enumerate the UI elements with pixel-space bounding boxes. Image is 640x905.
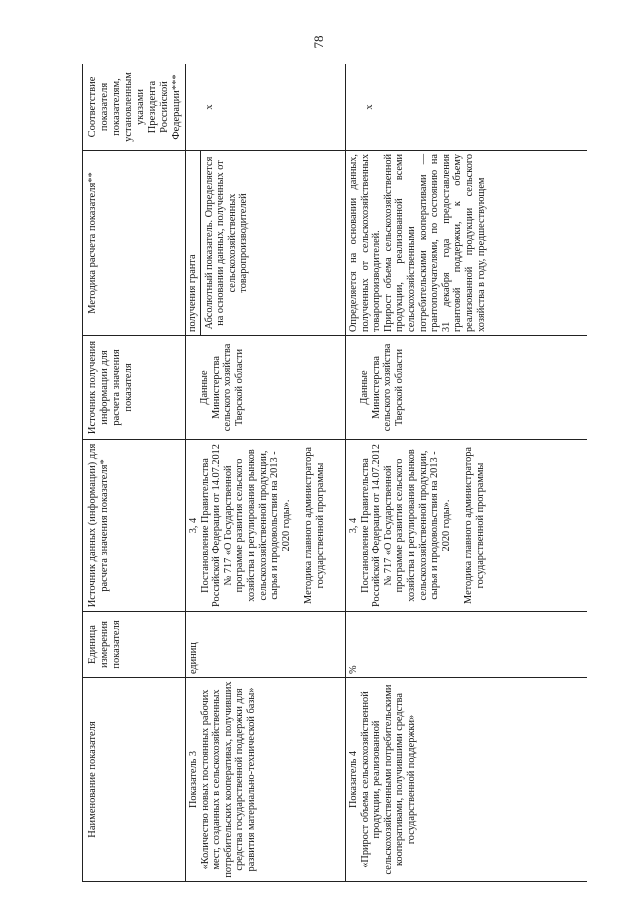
header-info: Источник получения информации для расчета значения показателя	[83, 336, 186, 440]
table-row	[186, 64, 346, 882]
unit-cell: единиц	[186, 612, 346, 678]
header-unit: Единица измерения показателя	[83, 612, 186, 678]
header-name: Наименование показателя	[83, 678, 186, 882]
source-decree: Постановление Правительства Российской Федерации от 14.07.2012 № 717 «О Государственной программе развития сельского хозяйства и регулирования рынков сельскохозяйственной продукции, сырья и продовольствия на 2013 - 2020 годы».	[359, 444, 452, 607]
rotated-table-wrapper	[82, 64, 587, 882]
header-source: Источник данных (информации) для расчета значения показателя*	[83, 440, 186, 612]
info-source-cell	[346, 336, 588, 440]
indicator-title: Показатель 3	[188, 751, 199, 808]
info-source-text: Данные Министерства сельского хозяйства Тверской области	[199, 343, 245, 432]
header-row	[83, 64, 186, 882]
method-paragraph: Прирост объема сельскохозяйственной продукции, реализованной всеми сельскохозяйственными потребительскими кооперативами — грантополучателями, по состоянию на 31 декабря года предоставления грантовой поддержки, к объему реализованной продукции сельского хозяйства в году, предшествующем	[382, 154, 487, 332]
method-continuation: получения гранта	[186, 151, 201, 335]
table-row	[346, 64, 588, 882]
data-source-cell	[186, 440, 346, 612]
indicator-description: «Количество новых постоянных рабочих мест, созданных в сельскохозяйственных потребительских кооперативах, получивших средства государственной поддержки для развития материально-технической базы»	[199, 681, 257, 878]
indicator-description: «Прирост объема сельскохозяйственной продукции, реализованной сельскохозяйственными потребительскими кооперативами, получившими средства государственной поддержки»	[359, 684, 417, 875]
data-source-cell	[346, 440, 588, 612]
source-reference: 3, 4	[348, 517, 359, 534]
source-reference: 3, 4	[188, 517, 199, 534]
unit-cell: %	[346, 612, 588, 678]
indicator-name-cell	[346, 678, 588, 882]
indicator-title: Показатель 4	[348, 751, 359, 808]
header-method: Методика расчета показателя**	[83, 151, 186, 336]
source-decree: Постановление Правительства Российской Федерации от 14.07.2012 № 717 «О Государственной программе развития сельского хозяйства и регулирования рынков сельскохозяйственной продукции, сырья и продовольствия на 2013 - 2020 годы».	[199, 444, 292, 607]
compliance-cell: х	[346, 64, 588, 151]
compliance-cell: х	[186, 64, 346, 151]
method-cell	[186, 151, 346, 336]
info-source-text: Данные Министерства сельского хозяйства Тверской области	[359, 343, 405, 432]
indicator-name-cell	[186, 678, 346, 882]
source-methodology: Методика главного администратора государственной программы	[303, 447, 326, 604]
source-methodology: Методика главного администратора государственной программы	[463, 447, 486, 604]
method-paragraph: Определяется на основании данных, полученных от сельскохозяйственных товаропроизводителей.	[348, 154, 383, 332]
table-viewport	[82, 64, 587, 882]
method-text: Абсолютный показатель. Определяется на основании данных, полученных от сельскохозяйственных товаропроизводителей	[203, 156, 250, 330]
info-source-cell	[186, 336, 346, 440]
header-compliance: Соответствие показателя показателям, установленным указами Президента Российской Федерации***	[83, 64, 186, 151]
page-number: 78	[311, 35, 326, 49]
indicators-table	[82, 64, 587, 882]
method-cell	[346, 151, 588, 336]
